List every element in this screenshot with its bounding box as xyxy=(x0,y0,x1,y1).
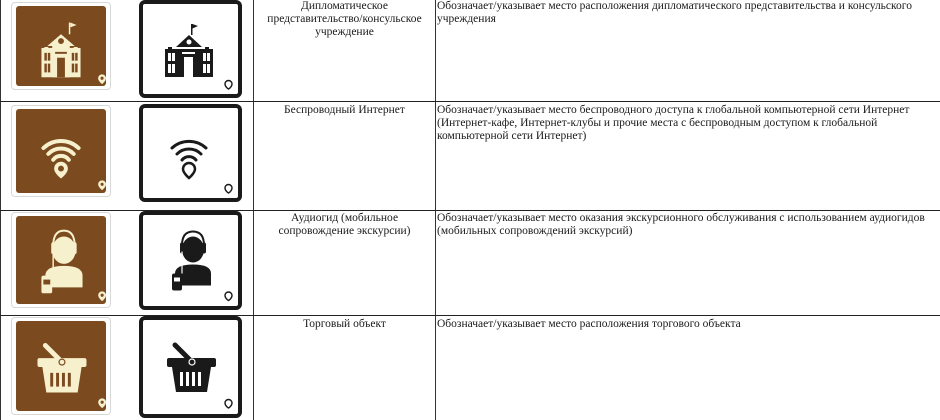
shopping-basket-icon xyxy=(143,320,238,414)
sign-name: Беспроводный Интернет xyxy=(284,104,405,116)
row-divider xyxy=(0,101,940,102)
audioguide-icon xyxy=(143,215,238,306)
audioguide-bw-sign xyxy=(139,211,242,310)
audioguide-brown-sign xyxy=(11,212,111,308)
wifi-brown-sign xyxy=(11,105,111,197)
sign-name: Торговый объект xyxy=(303,318,386,330)
shop-brown-sign xyxy=(11,317,111,415)
audioguide-icon xyxy=(12,213,110,307)
sign-description: Обозначает/указывает место беспроводного доступа к глобальной компьютерной сети Интернет (Интернет-кафе, Интернет-клубы и прочие места с беспроводным доступом к глобальной компьютерной сети Интернет) xyxy=(437,104,910,142)
embassy-brown-sign xyxy=(11,2,111,90)
embassy-building-icon xyxy=(143,4,238,94)
wifi-icon xyxy=(143,108,238,198)
sign-description: Обозначает/указывает место расположения торгового объекта xyxy=(437,318,741,330)
sign-name: Дипломатическое представительство/консульское учреждение xyxy=(267,0,422,38)
sign-description: Обозначает/указывает место оказания экскурсионного обслуживания с использованием аудиогидов (мобильных сопровождений экскурсий) xyxy=(437,212,925,237)
embassy-bw-sign xyxy=(139,0,242,98)
sign-name: Аудиогид (мобильное сопровождение экскурсии) xyxy=(278,212,411,237)
shopping-basket-icon xyxy=(12,318,110,414)
wifi-icon xyxy=(12,106,110,196)
embassy-building-icon xyxy=(12,3,110,89)
wifi-bw-sign xyxy=(139,104,242,202)
sign-description: Обозначает/указывает место расположения дипломатического представительства и консульского учреждения xyxy=(437,0,912,25)
shop-bw-sign xyxy=(139,316,242,418)
